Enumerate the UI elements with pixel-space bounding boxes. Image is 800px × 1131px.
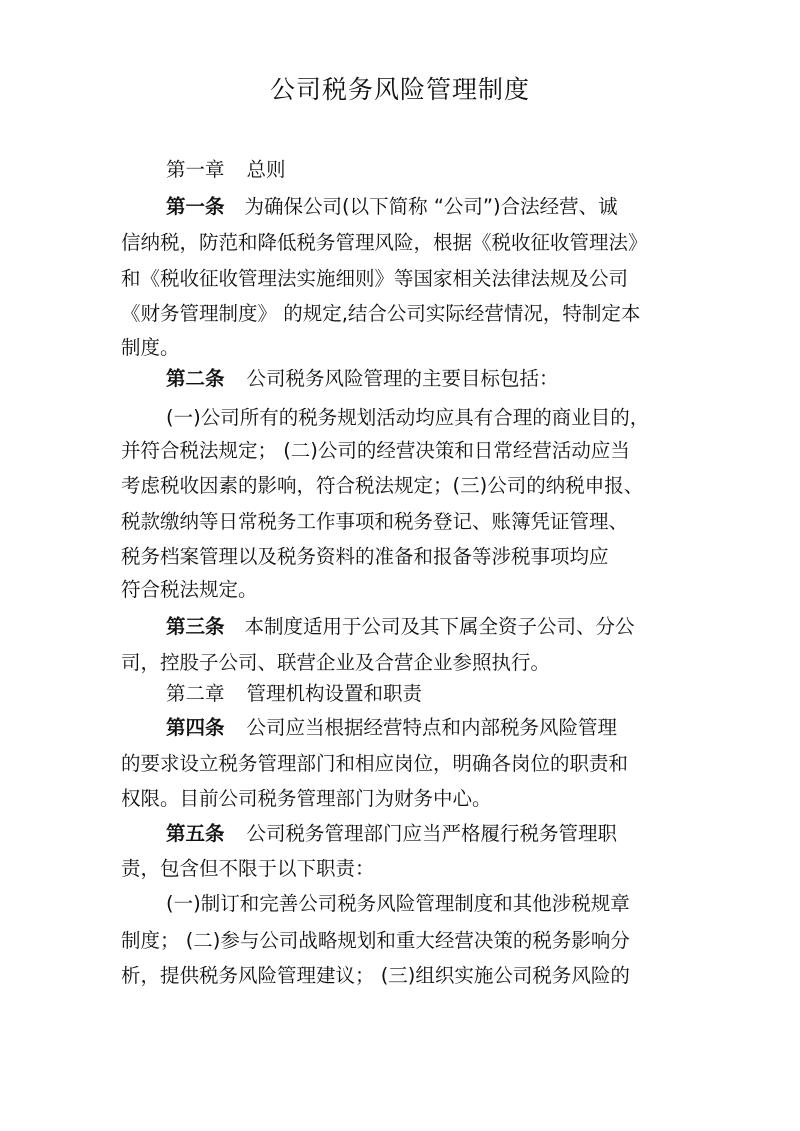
article-text: 本制度适用于公司及其下属全资子公司、分公 [244,615,635,638]
article-label: 第一条 [166,195,225,218]
article-1-line: 信纳税，防范和降低税务管理风险，根据《税收征收管理法》 [121,231,648,254]
article-2-item-line: 税款缴纳等日常税务工作事项和税务登记、账簿凭证管理、 [121,510,629,533]
article-5-item-line: 析，提供税务风险管理建议； (三)组织实施公司税务风险的 [121,964,630,987]
article-text: 公司税务管理部门应当严格履行税务管理职 [246,822,618,845]
article-4-line: 的要求设立税务管理部门和相应岗位，明确各岗位的职责和 [121,752,629,775]
article-4-line: 权限。目前公司税务管理部门为财务中心。 [121,787,492,810]
article-text: 公司应当根据经营特点和内部税务风险管理 [246,716,618,739]
chapter-number: 第二章 [166,682,225,705]
article-1-line: 制度。 [121,336,180,359]
article-2-item-line: 符合税法规定。 [121,578,258,601]
article-5-first-line [166,820,617,848]
article-text: 公司税务风险管理的主要目标包括： [246,367,559,390]
document-title: 公司税务风险管理制度 [269,75,530,104]
article-2-item-line: 税务档案管理以及税务资料的准备和报备等涉税事项均应 [121,545,609,568]
article-1-line: 《财务管理制度》 的规定,结合公司实际经营情况，特制定本 [121,302,641,325]
article-3-line: 司，控股子公司、联营企业及合营企业参照执行。 [121,651,551,674]
article-4-first-line [166,714,617,742]
chapter-2-heading [166,680,422,708]
article-1-line: 和《税收征收管理法实施细则》等国家相关法律法规及公司 [121,267,629,290]
chapter-name: 总则 [246,158,286,181]
article-5-line: 责，包含但不限于以下职责： [121,857,375,880]
article-5-item-line: 制度； (二)参与公司战略规划和重大经营决策的税务影响分 [121,929,630,952]
article-5-item-line: (一)制订和完善公司税务风险管理制度和其他涉税规章 [166,892,630,915]
article-2-item-line: 考虑税收因素的影响，符合税法规定；(三)公司的纳税申报、 [121,474,644,497]
article-2-item-line: 并符合税法规定； (二)公司的经营决策和日常经营活动应当 [121,439,630,462]
article-2-first-line [166,365,559,393]
article-2-item-line: (一)公司所有的税务规划活动均应具有合理的商业目的， [166,406,650,429]
article-label: 第四条 [166,716,225,739]
chapter-1-heading [166,156,286,184]
article-text: 为确保公司(以下简称 “公司”)合法经营、诚 [244,195,618,218]
article-1-first-line [166,193,618,221]
chapter-number: 第一章 [166,158,225,181]
chapter-name: 管理机构设置和职责 [246,682,423,705]
article-label: 第二条 [166,367,225,390]
article-label: 第三条 [166,615,225,638]
article-3-first-line [166,613,635,641]
article-label: 第五条 [166,822,225,845]
